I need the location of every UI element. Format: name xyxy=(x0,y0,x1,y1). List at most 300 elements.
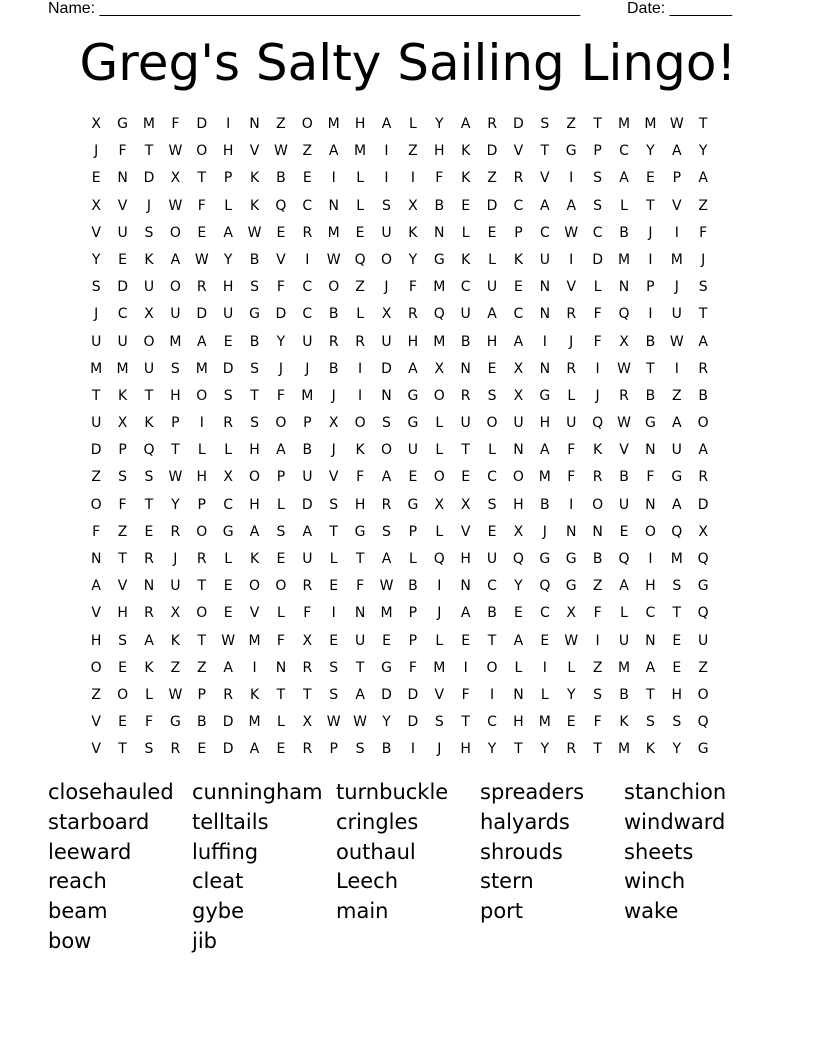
grid-letter: U xyxy=(460,415,471,432)
grid-letter: T xyxy=(250,387,259,404)
grid-letter: N xyxy=(618,279,630,296)
grid-letter: X xyxy=(513,360,524,377)
grid-letter: T xyxy=(646,197,655,214)
grid-letter: E xyxy=(223,578,233,595)
grid-row xyxy=(83,546,743,573)
grid-letter: R xyxy=(698,360,709,377)
grid-letter: N xyxy=(117,170,128,187)
grid-letter: Z xyxy=(592,578,603,595)
grid-letter: A xyxy=(196,333,207,350)
grid-letter: B xyxy=(302,442,313,459)
grid-letter: K xyxy=(461,251,471,268)
grid-letter: Y xyxy=(698,143,708,160)
grid-letter: O xyxy=(328,279,340,296)
grid-letter: H xyxy=(196,469,208,486)
grid-letter: I xyxy=(252,659,257,676)
grid-letter: X xyxy=(91,197,101,214)
grid-letter: S xyxy=(118,632,128,649)
grid-letter: A xyxy=(460,116,471,132)
grid-letter: O xyxy=(354,415,366,432)
grid-letter: T xyxy=(698,306,708,323)
grid-letter: A xyxy=(381,551,392,567)
grid-letter: T xyxy=(303,686,312,703)
grid-letter: C xyxy=(513,306,524,323)
grid-letter: N xyxy=(539,279,551,296)
grid-letter: N xyxy=(460,578,471,595)
grid-letter: J xyxy=(331,387,336,404)
grid-letter: T xyxy=(646,360,655,377)
grid-letter: Q xyxy=(671,523,683,540)
grid-letter: M xyxy=(433,659,446,676)
grid-letter: H xyxy=(170,387,181,404)
grid-letter: S xyxy=(382,197,391,214)
grid-letter: R xyxy=(408,306,418,323)
grid-letter: H xyxy=(539,415,551,432)
grid-letter: F xyxy=(92,523,101,540)
grid-letter: T xyxy=(487,632,497,649)
grid-letter: M xyxy=(116,360,129,377)
word-list-item: sheets xyxy=(624,839,694,864)
grid-letter: F xyxy=(276,387,285,404)
grid-letter: M xyxy=(380,605,393,622)
grid-letter: F xyxy=(593,306,602,323)
grid-letter: F xyxy=(197,197,206,214)
grid-row xyxy=(83,437,743,464)
grid-letter: W xyxy=(617,360,631,377)
grid-letter: I xyxy=(384,143,389,160)
grid-letter: M xyxy=(670,551,683,567)
grid-letter: K xyxy=(355,442,365,459)
grid-letter: F xyxy=(356,469,365,486)
grid-letter: M xyxy=(617,116,631,132)
grid-letter: L xyxy=(435,632,444,649)
grid-letter: A xyxy=(619,578,629,595)
page-title: Greg's Salty Sailing Lingo! xyxy=(79,34,737,92)
grid-letter: I xyxy=(595,632,600,649)
grid-letter: B xyxy=(645,333,656,350)
grid-row xyxy=(83,138,743,165)
grid-letter: B xyxy=(196,714,207,731)
grid-letter: N xyxy=(645,442,656,459)
grid-letter: S xyxy=(144,741,154,758)
grid-letter: Z xyxy=(592,659,603,676)
grid-letter: P xyxy=(408,605,418,622)
grid-letter: J xyxy=(674,279,679,296)
grid-letter: D xyxy=(143,170,155,187)
grid-letter: N xyxy=(592,523,603,540)
grid-letter: B xyxy=(645,387,656,404)
grid-letter: C xyxy=(223,496,234,513)
grid-letter: G xyxy=(354,523,366,540)
grid-letter: J xyxy=(701,251,706,268)
grid-letter: Z xyxy=(487,170,497,187)
grid-letter: Q xyxy=(618,551,630,567)
grid-letter: R xyxy=(196,279,207,296)
grid-letter: P xyxy=(276,469,286,486)
grid-letter: U xyxy=(91,415,102,432)
grid-letter: G xyxy=(539,551,551,567)
grid-letter: P xyxy=(593,143,602,160)
grid-letter: S xyxy=(540,116,550,132)
grid-letter: R xyxy=(170,523,181,540)
grid-letter: L xyxy=(620,197,628,214)
grid-letter: L xyxy=(461,224,470,241)
grid-row xyxy=(83,600,743,627)
grid-letter: B xyxy=(460,333,471,350)
grid-row xyxy=(83,329,743,356)
grid-letter: E xyxy=(118,659,128,676)
grid-letter: Q xyxy=(275,197,287,214)
grid-letter: S xyxy=(382,415,391,432)
grid-letter: L xyxy=(593,279,602,296)
grid-letter: X xyxy=(302,714,313,731)
grid-letter: L xyxy=(224,551,233,567)
grid-letter: U xyxy=(117,333,128,350)
grid-letter: E xyxy=(302,170,312,187)
grid-letter: S xyxy=(672,714,682,731)
grid-letter: T xyxy=(197,632,207,649)
grid-letter: D xyxy=(222,360,234,377)
grid-letter: E xyxy=(329,632,339,649)
word-list-item: reach xyxy=(48,869,107,894)
grid-letter: E xyxy=(672,632,682,649)
grid-letter: O xyxy=(117,686,129,703)
grid-letter: Q xyxy=(539,578,551,595)
grid-letter: T xyxy=(144,143,154,160)
grid-letter: A xyxy=(249,741,260,758)
grid-letter: X xyxy=(91,116,101,132)
grid-letter: Z xyxy=(276,116,286,132)
grid-letter: W xyxy=(617,415,631,432)
grid-row xyxy=(83,709,743,736)
grid-letter: A xyxy=(487,306,497,323)
grid-letter: V xyxy=(619,442,629,459)
grid-letter: D xyxy=(381,686,392,703)
grid-letter: P xyxy=(514,224,523,241)
grid-letter: X xyxy=(434,360,445,377)
grid-letter: N xyxy=(434,224,445,241)
word-list-item: winch xyxy=(624,869,686,894)
grid-letter: S xyxy=(645,714,655,731)
grid-letter: V xyxy=(276,251,286,268)
grid-row xyxy=(83,628,743,655)
grid-letter: W xyxy=(669,116,684,132)
grid-letter: U xyxy=(513,415,524,432)
grid-letter: B xyxy=(619,224,629,241)
grid-letter: M xyxy=(617,251,631,268)
grid-letter: H xyxy=(671,686,683,703)
grid-letter: T xyxy=(144,496,154,513)
grid-letter: O xyxy=(90,659,102,676)
grid-letter: P xyxy=(303,415,312,432)
grid-letter: P xyxy=(646,279,655,296)
grid-row xyxy=(83,247,743,274)
grid-letter: A xyxy=(672,496,682,513)
grid-letter: G xyxy=(697,741,709,758)
grid-letter: Q xyxy=(143,442,155,459)
grid-letter: T xyxy=(355,659,365,676)
grid-letter: S xyxy=(487,387,497,404)
grid-letter: O xyxy=(275,415,287,432)
grid-letter: S xyxy=(223,387,233,404)
grid-letter: I xyxy=(331,605,336,622)
grid-letter: I xyxy=(305,251,310,268)
grid-letter: W xyxy=(168,686,183,703)
grid-letter: Y xyxy=(91,251,101,268)
grid-letter: I xyxy=(226,116,231,132)
grid-letter: C xyxy=(645,605,656,622)
grid-letter: U xyxy=(460,306,471,323)
grid-letter: I xyxy=(648,251,653,268)
grid-letter: S xyxy=(118,469,128,486)
grid-letter: G xyxy=(644,415,656,432)
grid-letter: J xyxy=(437,605,442,622)
grid-letter: C xyxy=(487,714,497,731)
grid-letter: O xyxy=(196,605,208,622)
grid-letter: W xyxy=(168,197,183,214)
grid-letter: S xyxy=(355,741,365,758)
grid-letter: U xyxy=(671,306,682,323)
grid-letter: F xyxy=(276,632,285,649)
grid-letter: X xyxy=(513,523,524,540)
grid-letter: F xyxy=(646,469,655,486)
grid-letter: G xyxy=(671,469,683,486)
grid-letter: W xyxy=(194,251,209,268)
grid-letter: V xyxy=(91,605,101,622)
grid-letter: E xyxy=(118,714,128,731)
grid-letter: F xyxy=(276,279,285,296)
grid-letter: H xyxy=(486,333,498,350)
grid-letter: T xyxy=(672,605,682,622)
grid-letter: S xyxy=(329,496,339,513)
grid-letter: M xyxy=(538,469,551,486)
grid-letter: E xyxy=(514,279,523,296)
grid-letter: X xyxy=(566,605,577,622)
grid-letter: S xyxy=(250,279,259,296)
grid-letter: N xyxy=(513,442,524,459)
grid-letter: K xyxy=(117,387,128,404)
grid-letter: I xyxy=(569,170,574,187)
grid-letter: U xyxy=(486,551,498,567)
word-list-item: leeward xyxy=(48,839,132,864)
grid-letter: X xyxy=(223,469,233,486)
grid-letter: S xyxy=(329,659,339,676)
grid-letter: R xyxy=(328,333,339,350)
grid-letter: O xyxy=(433,387,445,404)
grid-letter: K xyxy=(144,251,154,268)
grid-letter: K xyxy=(513,251,524,268)
grid-letter: F xyxy=(593,605,602,622)
word-list-item: cleat xyxy=(192,869,244,894)
grid-letter: R xyxy=(513,170,524,187)
grid-letter: X xyxy=(460,496,471,513)
grid-letter: K xyxy=(249,551,260,567)
grid-letter: N xyxy=(275,659,287,676)
grid-letter: L xyxy=(567,659,576,676)
grid-letter: U xyxy=(302,551,313,567)
grid-letter: T xyxy=(118,741,127,758)
grid-letter: R xyxy=(170,741,181,758)
grid-letter: V xyxy=(91,224,101,241)
grid-letter: N xyxy=(90,551,102,567)
grid-letter: A xyxy=(619,170,629,187)
grid-letter: O xyxy=(196,143,208,160)
grid-letter: V xyxy=(540,170,550,187)
grid-letter: C xyxy=(513,197,524,214)
grid-letter: D xyxy=(222,741,234,758)
grid-letter: H xyxy=(117,605,128,622)
grid-letter: H xyxy=(434,143,445,160)
grid-row xyxy=(83,519,743,546)
word-list-item: spreaders xyxy=(480,780,585,804)
grid-letter: D xyxy=(301,496,313,513)
grid-letter: D xyxy=(117,279,128,296)
grid-letter: X xyxy=(698,523,708,540)
grid-letter: A xyxy=(223,659,233,676)
grid-letter: U xyxy=(671,442,682,459)
grid-letter: I xyxy=(648,306,653,323)
grid-letter: O xyxy=(697,686,709,703)
grid-letter: P xyxy=(171,415,180,432)
grid-letter: J xyxy=(173,551,178,567)
grid-letter: R xyxy=(302,224,313,241)
grid-letter: E xyxy=(514,605,523,622)
grid-letter: V xyxy=(117,197,128,214)
grid-letter: B xyxy=(408,578,418,595)
grid-letter: J xyxy=(331,442,336,459)
grid-letter: J xyxy=(278,360,283,377)
grid-letter: I xyxy=(410,170,415,187)
word-list-item: starboard xyxy=(48,809,150,834)
grid-letter: U xyxy=(486,279,498,296)
grid-letter: D xyxy=(592,251,603,268)
grid-letter: C xyxy=(487,469,497,486)
grid-letter: X xyxy=(619,333,629,350)
grid-letter: F xyxy=(435,170,444,187)
grid-letter: Q xyxy=(354,251,366,268)
grid-letter: U xyxy=(170,306,181,323)
grid-letter: W xyxy=(247,224,262,241)
grid-letter: U xyxy=(618,632,630,649)
grid-row xyxy=(83,492,743,519)
grid-letter: Z xyxy=(91,469,101,486)
grid-letter: Z xyxy=(698,659,708,676)
grid-letter: C xyxy=(117,306,128,323)
grid-letter: K xyxy=(461,170,471,187)
grid-letter: M xyxy=(327,224,340,241)
grid-letter: F xyxy=(567,469,576,486)
grid-letter: I xyxy=(437,578,442,595)
grid-letter: M xyxy=(169,333,182,350)
grid-letter: G xyxy=(433,251,445,268)
grid-letter: Y xyxy=(171,496,180,513)
grid-letter: Q xyxy=(618,306,630,323)
grid-letter: O xyxy=(90,496,102,513)
grid-row xyxy=(83,464,743,491)
grid-letter: L xyxy=(329,551,338,567)
grid-letter: Y xyxy=(382,714,391,731)
grid-letter: M xyxy=(433,333,446,350)
grid-letter: R xyxy=(698,469,709,486)
grid-letter: X xyxy=(117,415,128,432)
grid-letter: T xyxy=(197,578,207,595)
grid-letter: P xyxy=(118,442,127,459)
grid-letter: G xyxy=(565,551,577,567)
grid-letter: U xyxy=(618,496,630,513)
grid-letter: M xyxy=(301,387,314,404)
grid-letter: B xyxy=(540,496,550,513)
grid-letter: B xyxy=(328,306,339,323)
grid-letter: B xyxy=(276,170,286,187)
grid-letter: N xyxy=(645,496,656,513)
grid-letter: Q xyxy=(433,306,445,323)
grid-letter: O xyxy=(380,251,392,268)
grid-letter: Q xyxy=(433,551,445,567)
grid-letter: U xyxy=(698,632,709,649)
grid-letter: D xyxy=(697,496,709,513)
grid-letter: B xyxy=(487,605,497,622)
grid-letter: C xyxy=(539,605,550,622)
grid-letter: S xyxy=(329,686,339,703)
grid-letter: L xyxy=(408,116,417,132)
grid-letter: A xyxy=(460,605,471,622)
grid-letter: T xyxy=(118,551,127,567)
grid-letter: P xyxy=(197,496,206,513)
grid-letter: A xyxy=(540,197,550,214)
grid-letter: Z xyxy=(566,116,577,132)
grid-letter: K xyxy=(593,442,603,459)
grid-letter: L xyxy=(435,442,444,459)
grid-letter: E xyxy=(487,360,497,377)
grid-letter: U xyxy=(91,333,102,350)
grid-letter: F xyxy=(408,659,417,676)
grid-letter: Q xyxy=(697,714,709,731)
grid-letter: A xyxy=(276,442,286,459)
grid-letter: K xyxy=(249,197,260,214)
grid-letter: A xyxy=(513,333,524,350)
grid-letter: P xyxy=(672,170,682,187)
grid-letter: F xyxy=(593,714,602,731)
grid-letter: E xyxy=(645,170,655,187)
grid-letter: L xyxy=(488,442,496,459)
grid-letter: N xyxy=(645,632,656,649)
grid-letter: W xyxy=(564,632,579,649)
grid-letter: W xyxy=(221,632,236,649)
grid-letter: A xyxy=(91,578,101,595)
grid-letter: A xyxy=(355,686,365,703)
grid-letter: T xyxy=(91,387,101,404)
grid-letter: E xyxy=(540,632,550,649)
grid-letter: H xyxy=(460,551,471,567)
grid-letter: J xyxy=(542,523,547,540)
grid-letter: K xyxy=(619,714,629,731)
grid-letter: E xyxy=(566,714,576,731)
grid-letter: I xyxy=(674,360,679,377)
grid-row xyxy=(83,383,743,410)
grid-letter: C xyxy=(460,279,471,296)
grid-letter: Z xyxy=(671,387,682,404)
word-list-item: Leech xyxy=(336,869,399,894)
grid-letter: G xyxy=(407,496,419,513)
grid-row xyxy=(83,356,743,383)
grid-letter: S xyxy=(250,415,259,432)
grid-letter: I xyxy=(569,496,574,513)
grid-letter: V xyxy=(91,741,101,758)
grid-letter: M xyxy=(248,632,261,649)
grid-letter: R xyxy=(302,659,313,676)
grid-letter: C xyxy=(619,143,629,160)
grid-letter: T xyxy=(144,387,154,404)
